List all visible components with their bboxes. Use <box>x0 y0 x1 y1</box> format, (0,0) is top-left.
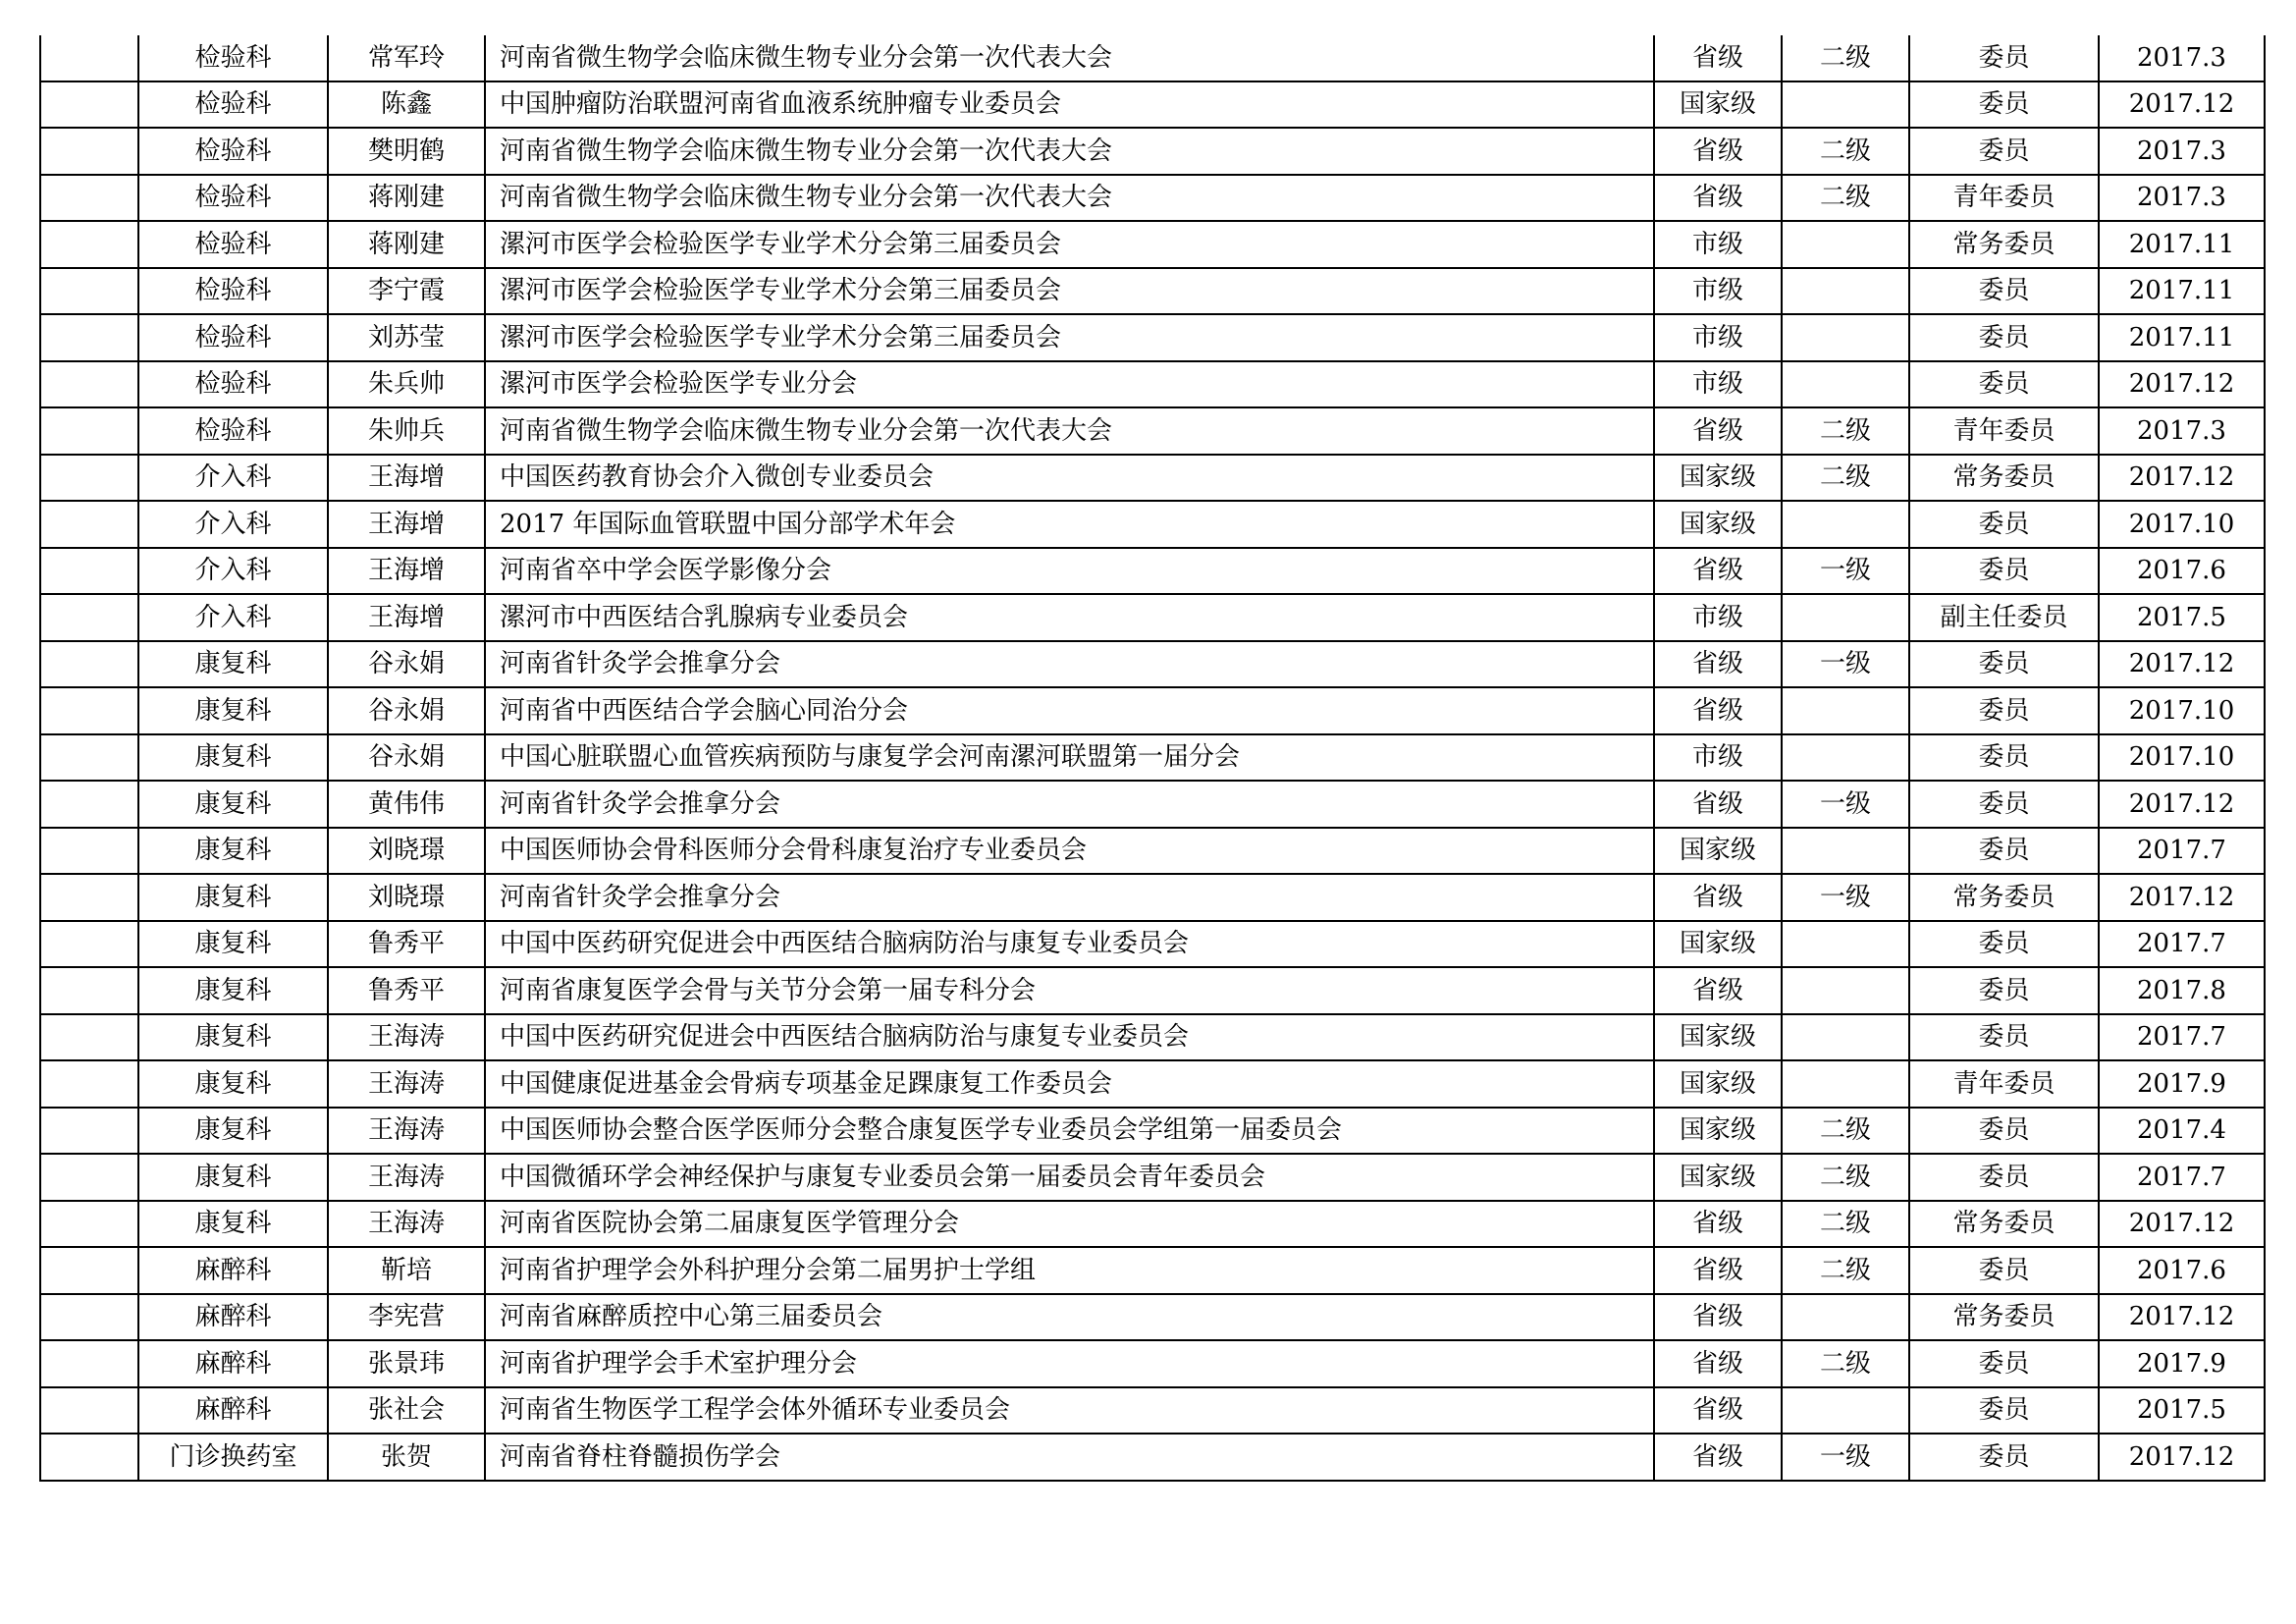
role-cell: 委员 <box>1909 967 2099 1014</box>
role-cell: 委员 <box>1909 921 2099 968</box>
department-cell: 检验科 <box>138 407 328 455</box>
date-cell: 2017.9 <box>2099 1060 2265 1108</box>
department-cell: 麻醉科 <box>138 1294 328 1341</box>
level-cell: 省级 <box>1654 1434 1782 1481</box>
role-cell: 委员 <box>1909 128 2099 175</box>
level-cell: 省级 <box>1654 1247 1782 1294</box>
row-number-cell <box>40 35 138 81</box>
department-cell: 检验科 <box>138 128 328 175</box>
grade-cell: 一级 <box>1782 548 1909 595</box>
grade-cell <box>1782 221 1909 268</box>
table-body <box>40 35 2265 1481</box>
role-cell: 委员 <box>1909 548 2099 595</box>
role-cell: 委员 <box>1909 314 2099 361</box>
member-name-cell: 陈鑫 <box>328 81 485 129</box>
row-number-cell <box>40 687 138 734</box>
role-cell: 委员 <box>1909 361 2099 408</box>
department-cell: 康复科 <box>138 641 328 688</box>
department-cell: 康复科 <box>138 687 328 734</box>
date-cell: 2017.11 <box>2099 268 2265 315</box>
date-cell: 2017.3 <box>2099 128 2265 175</box>
level-cell: 国家级 <box>1654 828 1782 875</box>
row-number-cell <box>40 128 138 175</box>
date-cell: 2017.6 <box>2099 1247 2265 1294</box>
organization-cell: 河南省中西医结合学会脑心同治分会 <box>485 687 1654 734</box>
role-cell: 青年委员 <box>1909 175 2099 222</box>
organization-cell: 中国中医药研究促进会中西医结合脑病防治与康复专业委员会 <box>485 1014 1654 1061</box>
row-number-cell <box>40 734 138 782</box>
grade-cell <box>1782 268 1909 315</box>
row-number-cell <box>40 268 138 315</box>
grade-cell <box>1782 1387 1909 1435</box>
table-row <box>40 407 2265 455</box>
role-cell: 委员 <box>1909 1014 2099 1061</box>
level-cell: 国家级 <box>1654 81 1782 129</box>
member-name-cell: 王海涛 <box>328 1108 485 1155</box>
level-cell: 省级 <box>1654 1201 1782 1248</box>
organization-cell: 河南省微生物学会临床微生物专业分会第一次代表大会 <box>485 175 1654 222</box>
level-cell: 国家级 <box>1654 1014 1782 1061</box>
department-cell: 麻醉科 <box>138 1387 328 1435</box>
row-number-cell <box>40 1294 138 1341</box>
grade-cell: 二级 <box>1782 1201 1909 1248</box>
department-cell: 康复科 <box>138 781 328 828</box>
organization-cell: 河南省康复医学会骨与关节分会第一届专科分会 <box>485 967 1654 1014</box>
date-cell: 2017.12 <box>2099 641 2265 688</box>
level-cell: 市级 <box>1654 734 1782 782</box>
row-number-cell <box>40 781 138 828</box>
member-name-cell: 谷永娟 <box>328 734 485 782</box>
date-cell: 2017.10 <box>2099 687 2265 734</box>
level-cell: 省级 <box>1654 1294 1782 1341</box>
department-cell: 检验科 <box>138 221 328 268</box>
organization-cell: 2017 年国际血管联盟中国分部学术年会 <box>485 501 1654 548</box>
table-row <box>40 1434 2265 1481</box>
organization-cell: 漯河市医学会检验医学专业学术分会第三届委员会 <box>485 221 1654 268</box>
department-cell: 康复科 <box>138 828 328 875</box>
role-cell: 委员 <box>1909 35 2099 81</box>
table-row <box>40 874 2265 921</box>
department-cell: 康复科 <box>138 874 328 921</box>
level-cell: 市级 <box>1654 361 1782 408</box>
row-number-cell <box>40 81 138 129</box>
member-name-cell: 王海增 <box>328 594 485 641</box>
member-name-cell: 蒋刚建 <box>328 221 485 268</box>
level-cell: 国家级 <box>1654 1154 1782 1201</box>
role-cell: 委员 <box>1909 1154 2099 1201</box>
department-cell: 介入科 <box>138 501 328 548</box>
date-cell: 2017.7 <box>2099 1154 2265 1201</box>
grade-cell <box>1782 828 1909 875</box>
level-cell: 省级 <box>1654 781 1782 828</box>
date-cell: 2017.12 <box>2099 781 2265 828</box>
level-cell: 省级 <box>1654 641 1782 688</box>
member-name-cell: 王海涛 <box>328 1154 485 1201</box>
table-row <box>40 921 2265 968</box>
department-cell: 检验科 <box>138 314 328 361</box>
row-number-cell <box>40 548 138 595</box>
grade-cell: 一级 <box>1782 641 1909 688</box>
table-row <box>40 1387 2265 1435</box>
department-cell: 麻醉科 <box>138 1247 328 1294</box>
date-cell: 2017.7 <box>2099 1014 2265 1061</box>
grade-cell <box>1782 734 1909 782</box>
organization-cell: 河南省微生物学会临床微生物专业分会第一次代表大会 <box>485 128 1654 175</box>
level-cell: 省级 <box>1654 687 1782 734</box>
table-row <box>40 828 2265 875</box>
member-name-cell: 谷永娟 <box>328 641 485 688</box>
organization-cell: 中国医药教育协会介入微创专业委员会 <box>485 455 1654 502</box>
department-cell: 康复科 <box>138 1154 328 1201</box>
member-name-cell: 鲁秀平 <box>328 967 485 1014</box>
member-name-cell: 黄伟伟 <box>328 781 485 828</box>
grade-cell: 一级 <box>1782 1434 1909 1481</box>
date-cell: 2017.4 <box>2099 1108 2265 1155</box>
table-row <box>40 1060 2265 1108</box>
grade-cell: 二级 <box>1782 455 1909 502</box>
table-row <box>40 1154 2265 1201</box>
grade-cell <box>1782 594 1909 641</box>
table-row <box>40 1247 2265 1294</box>
role-cell: 委员 <box>1909 1108 2099 1155</box>
grade-cell: 二级 <box>1782 175 1909 222</box>
role-cell: 常务委员 <box>1909 1294 2099 1341</box>
member-name-cell: 王海涛 <box>328 1201 485 1248</box>
organization-cell: 河南省微生物学会临床微生物专业分会第一次代表大会 <box>485 407 1654 455</box>
organization-cell: 中国肿瘤防治联盟河南省血液系统肿瘤专业委员会 <box>485 81 1654 129</box>
table-row <box>40 1201 2265 1248</box>
department-cell: 康复科 <box>138 1014 328 1061</box>
role-cell: 委员 <box>1909 828 2099 875</box>
role-cell: 委员 <box>1909 268 2099 315</box>
table-row <box>40 501 2265 548</box>
member-name-cell: 刘晓璟 <box>328 874 485 921</box>
grade-cell <box>1782 921 1909 968</box>
role-cell: 青年委员 <box>1909 407 2099 455</box>
member-name-cell: 李宁霞 <box>328 268 485 315</box>
role-cell: 委员 <box>1909 501 2099 548</box>
grade-cell <box>1782 967 1909 1014</box>
level-cell: 省级 <box>1654 874 1782 921</box>
level-cell: 市级 <box>1654 221 1782 268</box>
grade-cell <box>1782 314 1909 361</box>
member-name-cell: 朱兵帅 <box>328 361 485 408</box>
row-number-cell <box>40 1201 138 1248</box>
grade-cell: 一级 <box>1782 874 1909 921</box>
level-cell: 省级 <box>1654 175 1782 222</box>
level-cell: 国家级 <box>1654 1060 1782 1108</box>
row-number-cell <box>40 594 138 641</box>
organization-cell: 中国医师协会骨科医师分会骨科康复治疗专业委员会 <box>485 828 1654 875</box>
table-row <box>40 967 2265 1014</box>
grade-cell: 二级 <box>1782 1340 1909 1387</box>
row-number-cell <box>40 641 138 688</box>
department-cell: 麻醉科 <box>138 1340 328 1387</box>
row-number-cell <box>40 874 138 921</box>
date-cell: 2017.7 <box>2099 921 2265 968</box>
grade-cell: 二级 <box>1782 128 1909 175</box>
role-cell: 委员 <box>1909 81 2099 129</box>
row-number-cell <box>40 967 138 1014</box>
row-number-cell <box>40 221 138 268</box>
date-cell: 2017.5 <box>2099 594 2265 641</box>
row-number-cell <box>40 407 138 455</box>
organization-cell: 漯河市中西医结合乳腺病专业委员会 <box>485 594 1654 641</box>
row-number-cell <box>40 1340 138 1387</box>
member-name-cell: 靳培 <box>328 1247 485 1294</box>
department-cell: 康复科 <box>138 734 328 782</box>
organization-cell: 河南省护理学会手术室护理分会 <box>485 1340 1654 1387</box>
table-row <box>40 687 2265 734</box>
role-cell: 副主任委员 <box>1909 594 2099 641</box>
date-cell: 2017.6 <box>2099 548 2265 595</box>
date-cell: 2017.12 <box>2099 455 2265 502</box>
department-cell: 介入科 <box>138 548 328 595</box>
row-number-cell <box>40 1154 138 1201</box>
row-number-cell <box>40 455 138 502</box>
level-cell: 市级 <box>1654 594 1782 641</box>
date-cell: 2017.12 <box>2099 1434 2265 1481</box>
organization-cell: 河南省医院协会第二届康复医学管理分会 <box>485 1201 1654 1248</box>
row-number-cell <box>40 828 138 875</box>
table-row <box>40 35 2265 81</box>
table-row <box>40 734 2265 782</box>
row-number-cell <box>40 175 138 222</box>
department-cell: 检验科 <box>138 361 328 408</box>
date-cell: 2017.11 <box>2099 314 2265 361</box>
member-name-cell: 王海涛 <box>328 1060 485 1108</box>
role-cell: 常务委员 <box>1909 874 2099 921</box>
organization-cell: 漯河市医学会检验医学专业分会 <box>485 361 1654 408</box>
row-number-cell <box>40 501 138 548</box>
department-cell: 介入科 <box>138 594 328 641</box>
member-name-cell: 鲁秀平 <box>328 921 485 968</box>
role-cell: 委员 <box>1909 1434 2099 1481</box>
level-cell: 国家级 <box>1654 1108 1782 1155</box>
date-cell: 2017.12 <box>2099 361 2265 408</box>
date-cell: 2017.10 <box>2099 734 2265 782</box>
department-cell: 检验科 <box>138 35 328 81</box>
grade-cell <box>1782 361 1909 408</box>
member-name-cell: 常军玲 <box>328 35 485 81</box>
row-number-cell <box>40 1060 138 1108</box>
date-cell: 2017.9 <box>2099 1340 2265 1387</box>
row-number-cell <box>40 1014 138 1061</box>
table-row <box>40 594 2265 641</box>
organization-cell: 河南省护理学会外科护理分会第二届男护士学组 <box>485 1247 1654 1294</box>
date-cell: 2017.7 <box>2099 828 2265 875</box>
organization-cell: 中国微循环学会神经保护与康复专业委员会第一届委员会青年委员会 <box>485 1154 1654 1201</box>
member-name-cell: 李宪营 <box>328 1294 485 1341</box>
organization-cell: 河南省卒中学会医学影像分会 <box>485 548 1654 595</box>
row-number-cell <box>40 1387 138 1435</box>
grade-cell <box>1782 1060 1909 1108</box>
grade-cell <box>1782 687 1909 734</box>
row-number-cell <box>40 361 138 408</box>
level-cell: 省级 <box>1654 967 1782 1014</box>
member-name-cell: 张社会 <box>328 1387 485 1435</box>
table-row <box>40 781 2265 828</box>
organization-cell: 中国健康促进基金会骨病专项基金足踝康复工作委员会 <box>485 1060 1654 1108</box>
member-name-cell: 刘苏莹 <box>328 314 485 361</box>
date-cell: 2017.8 <box>2099 967 2265 1014</box>
level-cell: 市级 <box>1654 314 1782 361</box>
grade-cell: 二级 <box>1782 407 1909 455</box>
level-cell: 省级 <box>1654 1387 1782 1435</box>
member-name-cell: 朱帅兵 <box>328 407 485 455</box>
committee-membership-table <box>39 35 2266 1482</box>
level-cell: 国家级 <box>1654 501 1782 548</box>
table-row <box>40 641 2265 688</box>
level-cell: 省级 <box>1654 35 1782 81</box>
organization-cell: 河南省脊柱脊髓损伤学会 <box>485 1434 1654 1481</box>
date-cell: 2017.12 <box>2099 1201 2265 1248</box>
table-row <box>40 1340 2265 1387</box>
role-cell: 委员 <box>1909 781 2099 828</box>
grade-cell: 二级 <box>1782 1247 1909 1294</box>
department-cell: 康复科 <box>138 1201 328 1248</box>
date-cell: 2017.3 <box>2099 35 2265 81</box>
grade-cell: 二级 <box>1782 1108 1909 1155</box>
role-cell: 委员 <box>1909 1340 2099 1387</box>
date-cell: 2017.5 <box>2099 1387 2265 1435</box>
grade-cell: 二级 <box>1782 35 1909 81</box>
role-cell: 常务委员 <box>1909 1201 2099 1248</box>
table-row <box>40 1014 2265 1061</box>
member-name-cell: 王海增 <box>328 501 485 548</box>
organization-cell: 河南省生物医学工程学会体外循环专业委员会 <box>485 1387 1654 1435</box>
table-row <box>40 221 2265 268</box>
department-cell: 康复科 <box>138 1108 328 1155</box>
date-cell: 2017.3 <box>2099 175 2265 222</box>
member-name-cell: 蒋刚建 <box>328 175 485 222</box>
date-cell: 2017.11 <box>2099 221 2265 268</box>
role-cell: 委员 <box>1909 687 2099 734</box>
organization-cell: 漯河市医学会检验医学专业学术分会第三届委员会 <box>485 314 1654 361</box>
role-cell: 青年委员 <box>1909 1060 2099 1108</box>
row-number-cell <box>40 1434 138 1481</box>
row-number-cell <box>40 1247 138 1294</box>
level-cell: 国家级 <box>1654 455 1782 502</box>
member-name-cell: 张景玮 <box>328 1340 485 1387</box>
level-cell: 省级 <box>1654 1340 1782 1387</box>
organization-cell: 河南省针灸学会推拿分会 <box>485 781 1654 828</box>
date-cell: 2017.3 <box>2099 407 2265 455</box>
table-row <box>40 361 2265 408</box>
level-cell: 省级 <box>1654 548 1782 595</box>
organization-cell: 河南省针灸学会推拿分会 <box>485 641 1654 688</box>
level-cell: 省级 <box>1654 407 1782 455</box>
organization-cell: 中国医师协会整合医学医师分会整合康复医学专业委员会学组第一届委员会 <box>485 1108 1654 1155</box>
grade-cell <box>1782 81 1909 129</box>
department-cell: 门诊换药室 <box>138 1434 328 1481</box>
department-cell: 康复科 <box>138 1060 328 1108</box>
grade-cell: 二级 <box>1782 1154 1909 1201</box>
grade-cell <box>1782 1294 1909 1341</box>
role-cell: 委员 <box>1909 734 2099 782</box>
member-name-cell: 王海增 <box>328 455 485 502</box>
organization-cell: 中国心脏联盟心血管疾病预防与康复学会河南漯河联盟第一届分会 <box>485 734 1654 782</box>
department-cell: 检验科 <box>138 268 328 315</box>
table-row <box>40 455 2265 502</box>
role-cell: 委员 <box>1909 1247 2099 1294</box>
table-row <box>40 128 2265 175</box>
member-name-cell: 樊明鹤 <box>328 128 485 175</box>
table-row <box>40 1294 2265 1341</box>
date-cell: 2017.12 <box>2099 874 2265 921</box>
role-cell: 常务委员 <box>1909 455 2099 502</box>
date-cell: 2017.12 <box>2099 81 2265 129</box>
department-cell: 介入科 <box>138 455 328 502</box>
table-row <box>40 1108 2265 1155</box>
grade-cell <box>1782 501 1909 548</box>
role-cell: 委员 <box>1909 641 2099 688</box>
organization-cell: 河南省微生物学会临床微生物专业分会第一次代表大会 <box>485 35 1654 81</box>
role-cell: 常务委员 <box>1909 221 2099 268</box>
level-cell: 省级 <box>1654 128 1782 175</box>
date-cell: 2017.10 <box>2099 501 2265 548</box>
level-cell: 国家级 <box>1654 921 1782 968</box>
member-name-cell: 张贺 <box>328 1434 485 1481</box>
organization-cell: 漯河市医学会检验医学专业学术分会第三届委员会 <box>485 268 1654 315</box>
row-number-cell <box>40 921 138 968</box>
organization-cell: 河南省针灸学会推拿分会 <box>485 874 1654 921</box>
department-cell: 康复科 <box>138 967 328 1014</box>
grade-cell <box>1782 1014 1909 1061</box>
table-row <box>40 548 2265 595</box>
date-cell: 2017.12 <box>2099 1294 2265 1341</box>
table-row <box>40 268 2265 315</box>
organization-cell: 中国中医药研究促进会中西医结合脑病防治与康复专业委员会 <box>485 921 1654 968</box>
member-name-cell: 王海涛 <box>328 1014 485 1061</box>
department-cell: 康复科 <box>138 921 328 968</box>
department-cell: 检验科 <box>138 175 328 222</box>
table-row <box>40 81 2265 129</box>
table-row <box>40 314 2265 361</box>
role-cell: 委员 <box>1909 1387 2099 1435</box>
row-number-cell <box>40 1108 138 1155</box>
member-name-cell: 王海增 <box>328 548 485 595</box>
member-name-cell: 刘晓璟 <box>328 828 485 875</box>
row-number-cell <box>40 314 138 361</box>
member-name-cell: 谷永娟 <box>328 687 485 734</box>
table-row <box>40 175 2265 222</box>
level-cell: 市级 <box>1654 268 1782 315</box>
organization-cell: 河南省麻醉质控中心第三届委员会 <box>485 1294 1654 1341</box>
department-cell: 检验科 <box>138 81 328 129</box>
grade-cell: 一级 <box>1782 781 1909 828</box>
